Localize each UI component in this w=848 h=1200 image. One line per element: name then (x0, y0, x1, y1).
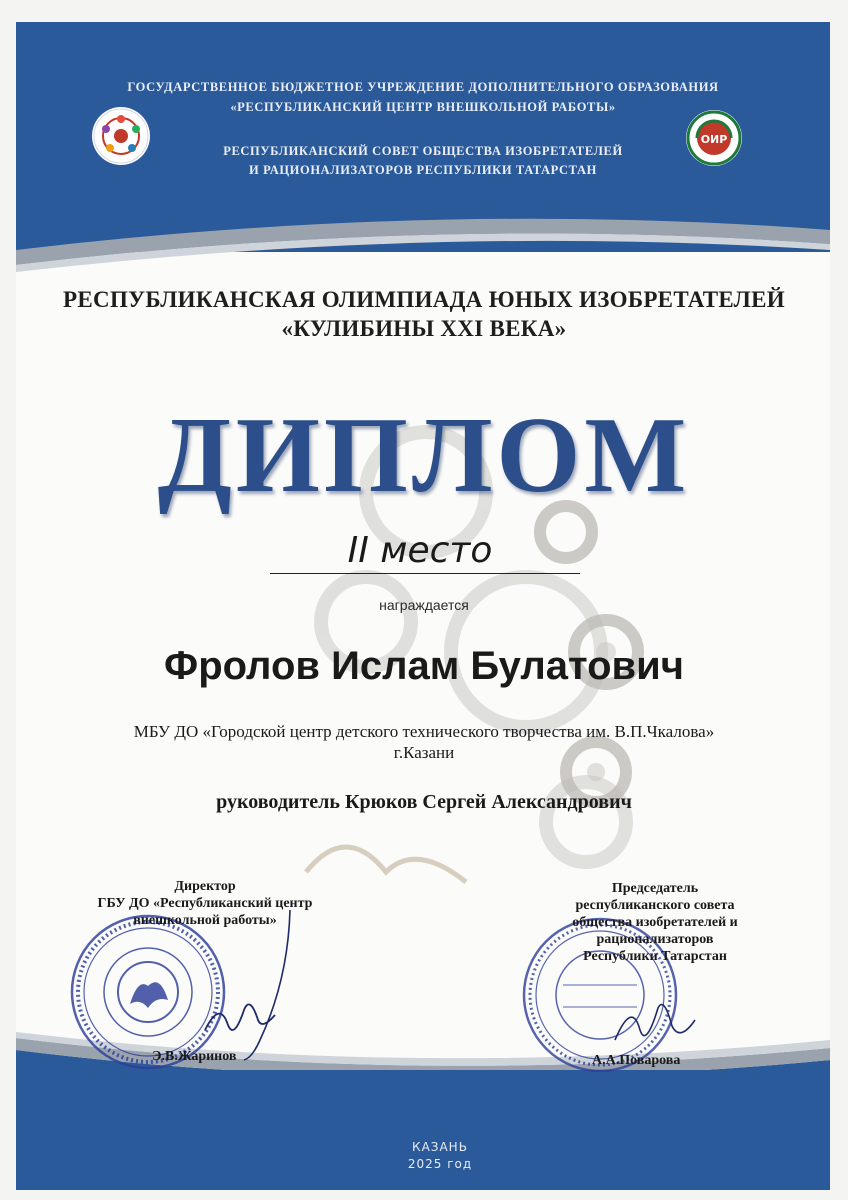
awarded-label: награждается (379, 597, 469, 613)
center-logo (92, 107, 150, 165)
right-sig-line1: Председатель (611, 881, 699, 896)
oir-logo-icon (686, 110, 742, 166)
right-signature (610, 990, 700, 1060)
right-sig-line2: республиканского совета (575, 898, 735, 913)
header-wave (16, 210, 830, 280)
recipient-name: Фролов Ислам Булатович (164, 644, 684, 688)
footer-year: 2025 год (407, 1157, 473, 1171)
org-line-3: РЕСПУБЛИКАНСКИЙ СОВЕТ ОБЩЕСТВА ИЗОБРЕТАТЕЛЕЙ (223, 144, 623, 158)
place-underline (270, 573, 580, 574)
oir-logo-text: ОИР (700, 133, 728, 146)
left-signatory-title (70, 878, 340, 929)
diploma-title: ДИПЛОМ (157, 396, 691, 515)
olympiad-title-line2: «КУЛИБИНЫ XXI ВЕКА» (281, 316, 567, 341)
institution-line2: г.Казани (393, 743, 455, 762)
org-line-2: «РЕСПУБЛИКАНСКИЙ ЦЕНТР ВНЕШКОЛЬНОЙ РАБОТЫ» (230, 100, 616, 114)
olympiad-title-line1: РЕСПУБЛИКАНСКАЯ ОЛИМПИАДА ЮНЫХ ИЗОБРЕТАТЕЛЕЙ (63, 287, 785, 312)
center-logo-icon (92, 107, 150, 165)
org-line-1: ГОСУДАРСТВЕННОЕ БЮДЖЕТНОЕ УЧРЕЖДЕНИЕ ДОПОЛНИТЕЛЬНОГО ОБРАЗОВАНИЯ (127, 80, 719, 94)
right-sig-line4: рационализаторов (596, 932, 714, 947)
right-signatory-name: А.А.Поварова (592, 1053, 681, 1068)
right-signatory-title (520, 880, 790, 965)
left-signatory-name: Э.В.Жаринов (152, 1049, 237, 1064)
right-sig-line5: Республики Татарстан (583, 949, 727, 964)
org-line-4: И РАЦИОНАЛИЗАТОРОВ РЕСПУБЛИКИ ТАТАРСТАН (249, 163, 597, 177)
left-sig-line1: Директор (174, 879, 236, 894)
footer-city: КАЗАНЬ (412, 1140, 468, 1154)
footer-band (16, 1070, 830, 1190)
oir-logo (686, 110, 742, 166)
leader-line: руководитель Крюков Сергей Александрович (216, 791, 632, 813)
place-handwritten: II место (347, 530, 493, 571)
left-sig-line3: внешкольной работы» (133, 913, 277, 928)
right-sig-line3: общества изобретателей и (572, 915, 738, 930)
left-sig-line2: ГБУ ДО «Республиканский центр (97, 896, 313, 911)
institution-line1: МБУ ДО «Городской центр детского технического творчества им. В.П.Чкалова» (133, 722, 715, 741)
